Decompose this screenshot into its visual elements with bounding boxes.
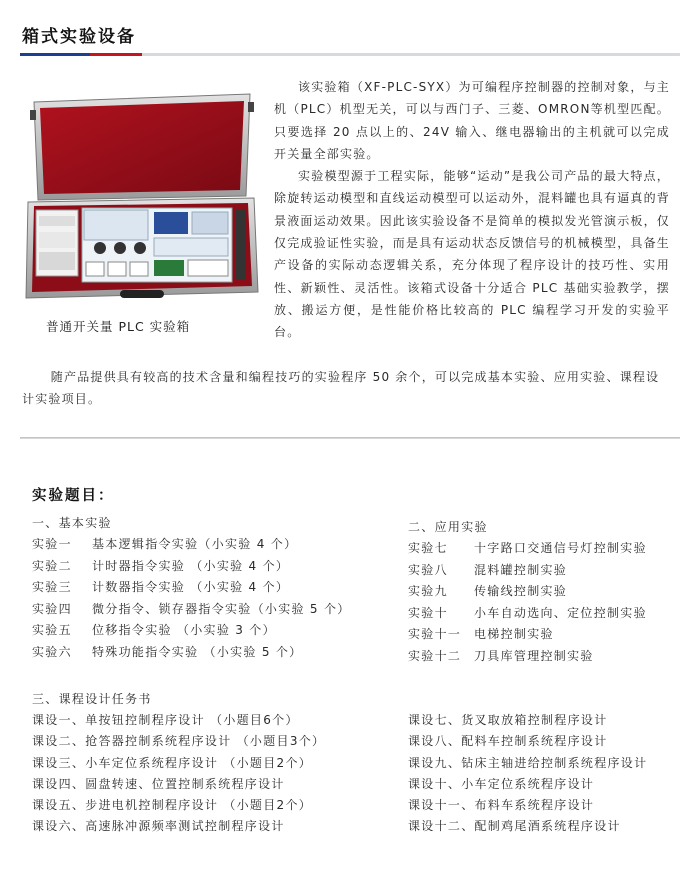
- basic-heading: 一、基本实验: [32, 516, 112, 530]
- list-item: 实验十一 电梯控制实验: [408, 627, 554, 642]
- list-item: 课设十、小车定位系统程序设计: [408, 776, 595, 791]
- list-item: 实验四 微分指令、锁存器指令实验（小实验 5 个）: [32, 601, 351, 616]
- list-item: 实验九 传输线控制实验: [408, 584, 568, 599]
- underline-blue-segment: [20, 53, 90, 56]
- list-item: 实验五 位移指令实验 （小实验 3 个）: [32, 623, 276, 638]
- list-item: 实验十 小车自动选向、定位控制实验: [408, 605, 647, 620]
- list-item: 课设一、单按钮控制程序设计 （小题目6个）: [32, 713, 299, 727]
- intro-paragraph-3: 随产品提供具有较高的技术含量和编程技巧的实验程序 50 余个，可以完成基本实验、应用实验、课程设计实验项目。: [22, 370, 660, 407]
- application-experiments: [408, 516, 647, 668]
- list-item: 实验六 特殊功能指令实验 （小实验 5 个）: [32, 644, 303, 659]
- section-divider: [20, 437, 680, 439]
- title-underline: [20, 53, 680, 56]
- list-item: 课设八、配料车控制系统程序设计: [408, 734, 608, 749]
- application-heading: 二、应用实验: [408, 520, 488, 534]
- page-title: 箱式实验设备: [22, 27, 136, 47]
- list-item: 实验二 计时器指令实验 （小实验 4 个）: [32, 558, 290, 573]
- basic-experiments: [32, 512, 351, 664]
- underline-red-segment: [90, 53, 142, 56]
- list-item: 课设五、步进电机控制程序设计 （小题目2个）: [32, 798, 313, 813]
- list-item: 课设二、抢答器控制系统程序设计 （小题目3个）: [32, 734, 326, 749]
- list-item: 实验十二 刀具库管理控制实验: [408, 648, 594, 663]
- course-design-left: [32, 688, 325, 838]
- course-design-heading: 三、课程设计任务书: [32, 692, 152, 706]
- list-item: 课设十二、配制鸡尾酒系统程序设计: [408, 819, 621, 834]
- list-item: 课设七、货叉取放箱控制程序设计: [408, 713, 608, 727]
- course-design-right: [408, 710, 647, 838]
- list-item: 课设四、圆盘转速、位置控制系统程序设计: [32, 776, 285, 791]
- intro-paragraph-1: 该实验箱（XF-PLC-SYX）为可编程序控制器的控制对象，与主机（PLC）机型无关，可以与西门子、三菱、OMRON等机型匹配。只要选择 20 点以上的、24V 输入、继电器输出的主机就可以完成开关量全部实验。: [274, 80, 670, 161]
- product-caption: 普通开关量 PLC 实验箱: [46, 319, 191, 334]
- list-item: 课设九、钻床主轴进给控制系统程序设计: [408, 755, 648, 770]
- list-item: 课设三、小车定位系统程序设计 （小题目2个）: [32, 755, 313, 770]
- experiments-title: 实验题目：: [32, 488, 115, 504]
- list-item: 实验三 计数器指令实验 （小实验 4 个）: [32, 580, 290, 595]
- list-item: 实验八 混料罐控制实验: [408, 562, 568, 577]
- intro-paragraph-2: 实验模型源于工程实际，能够“运动”是我公司产品的最大特点，除旋转运动模型和直线运动模型可以运动外，混料罐也具有逼真的背景液面运动效果。因此该实验设备不是简单的模拟发光管演示板，仅仅完成验证性实验，而是具有运动状态反馈信号的机械模型，具备生产设备的实际动态逻辑关系，充分体现了程序设计的技巧性、实用性、新颖性、灵活性。该箱式设备十分适合 PLC 基础实验教学，摆放、搬运方便，是性能价格比较高的 PLC 编程学习开发的实验平台。: [274, 169, 671, 340]
- list-item: 实验一 基本逻辑指令实验（小实验 4 个）: [32, 537, 298, 551]
- list-item: 课设十一、布料车系统程序设计: [408, 798, 595, 813]
- list-item: 课设六、高速脉冲源频率测试控制程序设计: [32, 819, 285, 834]
- intro-text: [274, 76, 670, 344]
- product-photo: [24, 92, 260, 302]
- list-item: 实验七 十字路口交通信号灯控制实验: [408, 541, 647, 555]
